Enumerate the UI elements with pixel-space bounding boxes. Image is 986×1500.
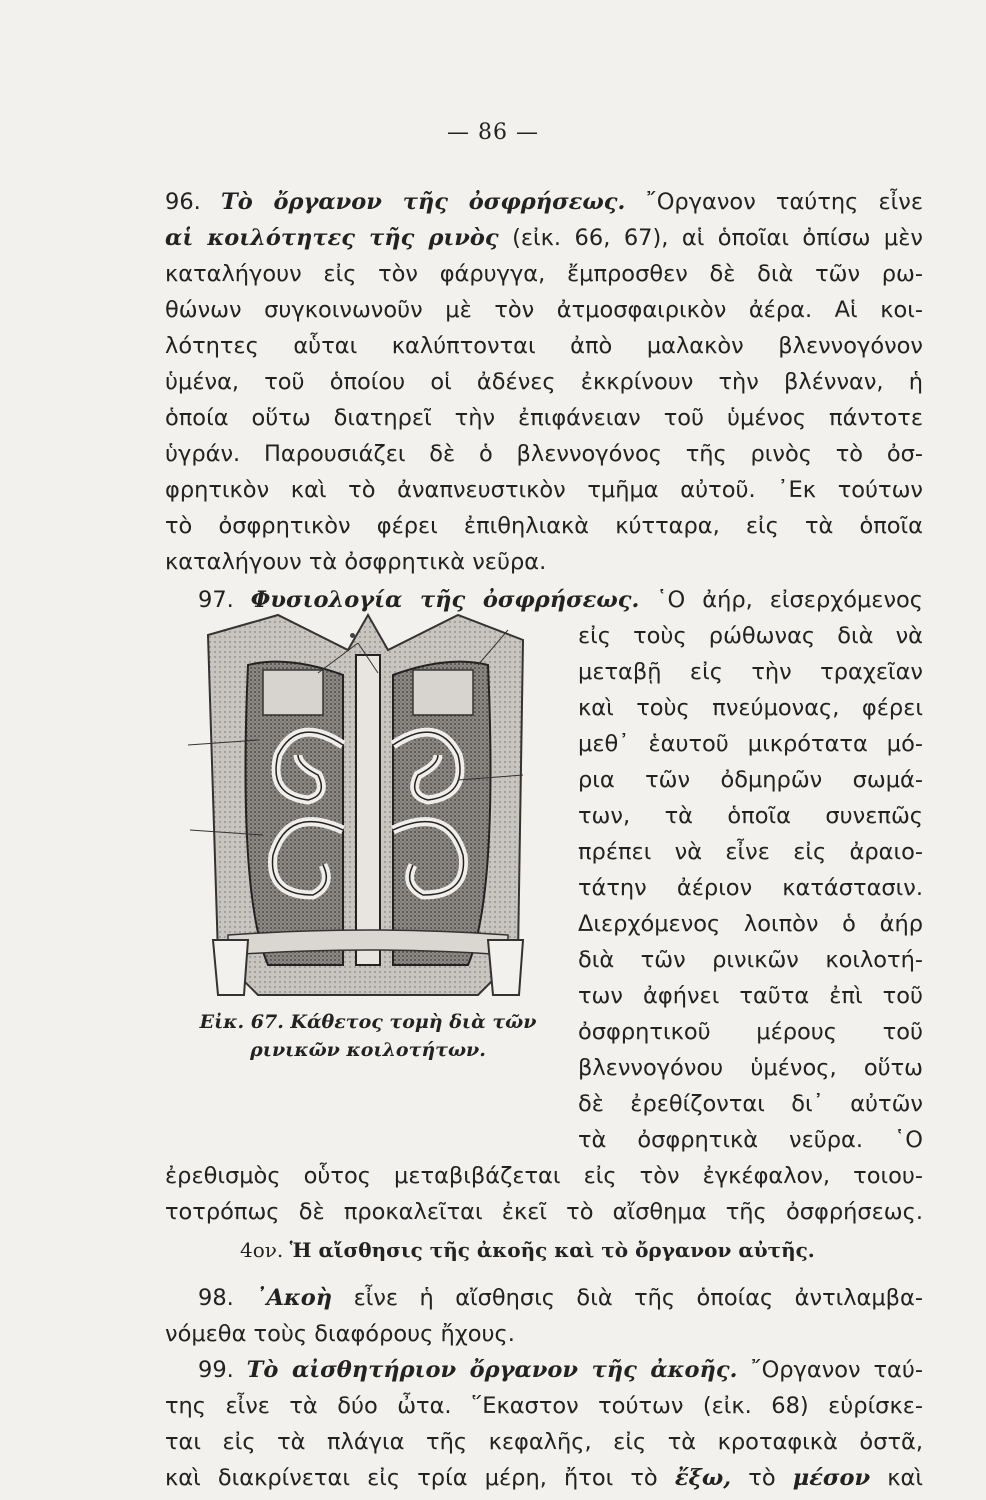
section-subheading: 4ον. Ἡ αἴσθησις τῆς ἀκοῆς καὶ τὸ ὄργανον αὐτῆς. bbox=[240, 1238, 815, 1262]
wrap-line: τὰ ὀσφρητικὰ νεῦρα. ῾Ο bbox=[578, 1127, 923, 1153]
text-line: καὶ διακρίνεται εἰς τρία μέρη, ἤτοι τὸ ἔξω, τὸ μέσον καὶ bbox=[165, 1465, 923, 1491]
wrap-line: τάτην ἀέριον κατάστασιν. bbox=[578, 875, 923, 901]
text-line: 97. Φυσιολογία τῆς ὀσφρήσεως. ῾Ο ἀήρ, εἰσερχόμενος bbox=[198, 587, 924, 613]
wrap-line: εἰς τοὺς ρώθωνας διὰ νὰ bbox=[578, 623, 923, 649]
text-line: ται εἰς τὰ πλάγια τῆς κεφαλῆς, εἰς τὰ κροταφικὰ ὀστᾶ, bbox=[165, 1429, 923, 1455]
page-number: — 86 — bbox=[447, 120, 539, 145]
text-line: καταλήγουν τὰ ὀσφρητικὰ νεῦρα. bbox=[165, 549, 547, 575]
nasal-cavity-figure bbox=[178, 595, 558, 1005]
wrap-line: δὲ ἐρεθίζονται δι᾿ αὐτῶν bbox=[578, 1091, 923, 1117]
text-line: νόμεθα τοὺς διαφόρους ἤχους. bbox=[165, 1321, 515, 1347]
text-line: φρητικὸν καὶ τὸ ἀναπνευστικὸν τμῆμα αὐτοῦ. ᾿Εκ τούτων bbox=[165, 477, 923, 503]
nasal-cavity-illustration bbox=[178, 595, 558, 1005]
text-line: 99. Τὸ αἰσθητήριον ὄργανον τῆς ἀκοῆς. ῎Οργανον ταύ- bbox=[198, 1357, 923, 1383]
text-line: θώνων συγκοινωνοῦν μὲ τὸν ἀτμοσφαιρικὸν ἀέρα. Αἱ κοι- bbox=[165, 297, 923, 323]
figure-caption: ρινικῶν κοιλοτήτων. bbox=[250, 1039, 486, 1061]
wrap-line: βλεννογόνου ὑμένος, οὕτω bbox=[578, 1055, 923, 1081]
wrap-line: μεταβῇ εἰς τὴν τραχεῖαν bbox=[578, 659, 923, 685]
text-line: καταλήγουν εἰς τὸν φάρυγγα, ἔμπροσθεν δὲ διὰ τῶν ρω- bbox=[165, 261, 923, 287]
text-line: ἐρεθισμὸς οὗτος μεταβιβάζεται εἰς τὸν ἐγκέφαλον, τοιου- bbox=[165, 1163, 923, 1189]
text-line: ὑγράν. Παρουσιάζει δὲ ὁ βλεννογόνος τῆς ρινὸς τὸ ὀσ- bbox=[165, 441, 923, 467]
text-line: αἱ κοιλότητες τῆς ρινὸς (εἰκ. 66, 67), αἱ ὁποῖαι ὀπίσω μὲν bbox=[165, 225, 923, 251]
text-line: της εἶνε τὰ δύο ὦτα. ῞Εκαστον τούτων (εἰκ. 68) εὑρίσκε- bbox=[165, 1393, 923, 1419]
text-line: 96. Τὸ ὄργανον τῆς ὀσφρήσεως. ῎Οργανον ταύτης εἶνε bbox=[165, 189, 924, 215]
text-line: τοτρόπως δὲ προκαλεῖται ἐκεῖ τὸ αἴσθημα τῆς ὀσφρήσεως. bbox=[165, 1199, 923, 1225]
wrap-line: ρια τῶν ὀδμηρῶν σωμά- bbox=[578, 767, 923, 793]
wrap-line: ὀσφρητικοῦ μέρους τοῦ bbox=[578, 1019, 923, 1045]
text-line: ὑμένα, τοῦ ὁποίου οἱ ἀδένες ἐκκρίνουν τὴν βλένναν, ἡ bbox=[165, 369, 923, 395]
text-line: λότητες αὗται καλύπτονται ἀπὸ μαλακὸν βλεννογόνον bbox=[165, 333, 923, 359]
wrap-line: πρέπει νὰ εἶνε εἰς ἀραιο- bbox=[578, 839, 923, 865]
wrap-line: των ἀφήνει ταῦτα ἐπὶ τοῦ bbox=[578, 983, 923, 1009]
text-line: 98. ᾿Ακοὴ εἶνε ἡ αἴσθησις διὰ τῆς ὁποίας ἀντιλαμβα- bbox=[198, 1285, 923, 1311]
wrap-line: καὶ τοὺς πνεύμονας, φέρει bbox=[578, 695, 923, 721]
wrap-line: μεθ᾿ ἑαυτοῦ μικρότατα μό- bbox=[578, 731, 923, 757]
text-line: ὁποία οὕτω διατηρεῖ τὴν ἐπιφάνειαν τοῦ ὑμένος πάντοτε bbox=[165, 405, 923, 431]
wrap-line: διὰ τῶν ρινικῶν κοιλοτή- bbox=[578, 947, 923, 973]
wrap-line: των, τὰ ὁποῖα συνεπῶς bbox=[578, 803, 923, 829]
text-line: τὸ ὀσφρητικὸν φέρει ἐπιθηλιακὰ κύτταρα, εἰς τὰ ὁποῖα bbox=[165, 513, 923, 539]
wrap-line: Διερχόμενος λοιπὸν ὁ ἀήρ bbox=[578, 911, 923, 937]
figure-caption: Εἰκ. 67. Κάθετος τομὴ διὰ τῶν bbox=[199, 1011, 537, 1033]
figure-label-m bbox=[350, 633, 355, 638]
